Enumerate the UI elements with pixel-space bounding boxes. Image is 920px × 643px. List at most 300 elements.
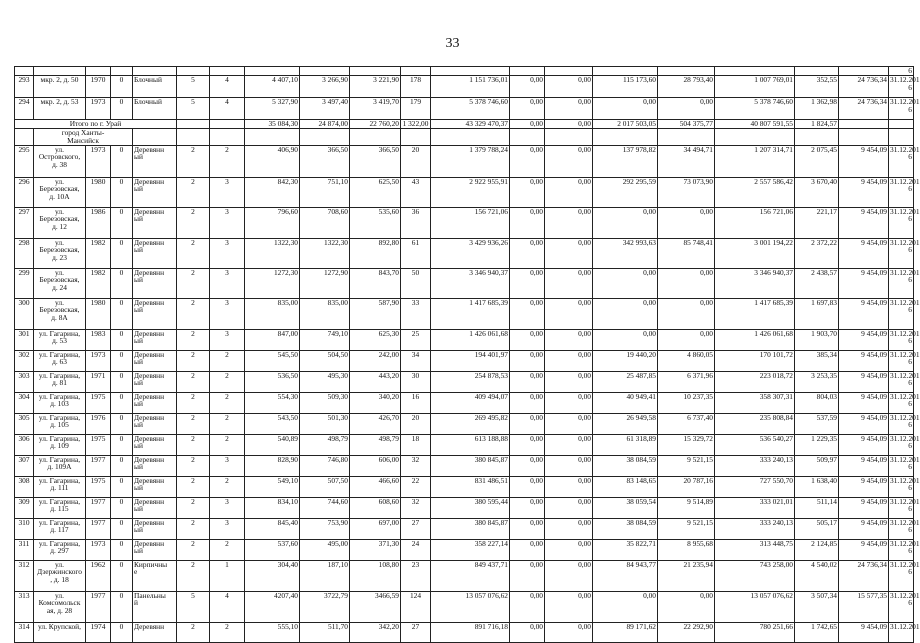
- fund-cost-cell: 0,00: [510, 392, 545, 413]
- owners-cost-cell: 20 787,16: [658, 476, 715, 497]
- wall-material-cell: Деревянн ый: [133, 434, 177, 455]
- total-cost-cell: 1 417 685,39: [431, 298, 510, 329]
- other-cost-cell: 3 346 940,37: [715, 268, 795, 298]
- wear-cell: 0: [111, 476, 133, 497]
- region-cost-cell: 0,00: [545, 120, 593, 129]
- region-cost-cell: 0,00: [545, 591, 593, 622]
- limit-cost-cell: 24 736,34: [839, 98, 889, 120]
- other-cost-cell: 235 808,84: [715, 413, 795, 434]
- year-cell: 1977: [86, 591, 111, 622]
- owners-cost-cell: 6 371,96: [658, 371, 715, 392]
- private-area-cell: 242,00: [350, 350, 401, 371]
- unit-cost-cell: 537,59: [795, 413, 839, 434]
- municipal-cost-cell: 84 943,77: [593, 560, 658, 591]
- municipal-cost-cell: 0,00: [593, 268, 658, 298]
- unit-cost-cell: 1 229,35: [795, 434, 839, 455]
- year-cell: 1976: [86, 413, 111, 434]
- other-cost-cell: 156 721,06: [715, 207, 795, 238]
- entrances-cell: 2: [210, 434, 245, 455]
- address-cell: ул. Гагарина, д. 63: [34, 350, 86, 371]
- row-number-cell: 314: [15, 622, 34, 642]
- year-cell: 1962: [86, 560, 111, 591]
- private-area-cell: 342,20: [350, 622, 401, 642]
- unit-cost-cell: 2 124,85: [795, 539, 839, 560]
- region-cost-cell: 0,00: [545, 329, 593, 350]
- region-cost-cell: 0,00: [545, 622, 593, 642]
- other-cost-cell: 743 258,00: [715, 560, 795, 591]
- entrances-cell: 2: [210, 392, 245, 413]
- row-number-cell: 305: [15, 413, 34, 434]
- address-cell: ул. Березовская, д. 12: [34, 207, 86, 238]
- completion-date-cell: 31.12.201 6: [889, 434, 914, 455]
- total-cost-cell: 3 429 936,26: [431, 238, 510, 268]
- entrances-cell: 3: [210, 518, 245, 539]
- address-cell: ул. Березовская, д. 24: [34, 268, 86, 298]
- residents-cell: 179: [401, 98, 431, 120]
- owners-cost-cell: 22 292,90: [658, 622, 715, 642]
- row-number-cell: 313: [15, 591, 34, 622]
- total-area-cell: 35 084,30: [245, 120, 300, 129]
- municipal-cost-cell: 115 173,60: [593, 76, 658, 98]
- private-area-cell: 108,80: [350, 560, 401, 591]
- register-table: [14, 66, 920, 643]
- total-area-cell: 549,10: [245, 476, 300, 497]
- residents-cell: 124: [401, 591, 431, 622]
- table-row: [15, 518, 914, 539]
- wall-material-cell: Деревянн ый: [133, 455, 177, 476]
- limit-cost-cell: 24 736,34: [839, 560, 889, 591]
- region-cost-cell: 0,00: [545, 413, 593, 434]
- table-row: [15, 560, 914, 591]
- region-cost-cell: 0,00: [545, 238, 593, 268]
- limit-cost-cell: 9 454,09: [839, 177, 889, 207]
- private-area-cell: 697,00: [350, 518, 401, 539]
- year-cell: 1975: [86, 434, 111, 455]
- table-row: [15, 298, 914, 329]
- year-cell: 1982: [86, 238, 111, 268]
- completion-date-cell: 31.12.201 6: [889, 497, 914, 518]
- entrances-cell: 3: [210, 298, 245, 329]
- total-label-cell: Итого по г. Урай: [15, 120, 177, 129]
- total-area-cell: 543,50: [245, 413, 300, 434]
- fund-cost-cell: 0,00: [510, 76, 545, 98]
- address-cell: ул. Гагарина, д. 109: [34, 434, 86, 455]
- other-cost-cell: 170 101,72: [715, 350, 795, 371]
- wear-cell: 0: [111, 329, 133, 350]
- row-number-cell: 297: [15, 207, 34, 238]
- limit-cost-cell: 9 454,09: [839, 329, 889, 350]
- table-row: [15, 497, 914, 518]
- completion-date-cell: 31.12.201 6: [889, 371, 914, 392]
- total-area-cell: 835,00: [245, 298, 300, 329]
- empty-cell: [210, 120, 245, 129]
- total-area-cell: 796,60: [245, 207, 300, 238]
- address-cell: ул. Дзержинского , д. 18: [34, 560, 86, 591]
- floors-cell: 2: [177, 497, 210, 518]
- wear-cell: 0: [111, 177, 133, 207]
- private-area-cell: 466,60: [350, 476, 401, 497]
- wear-cell: 0: [111, 497, 133, 518]
- region-cost-cell: 0,00: [545, 207, 593, 238]
- owners-cost-cell: 34 494,71: [658, 145, 715, 177]
- limit-cost-cell: 9 454,09: [839, 298, 889, 329]
- wear-cell: 0: [111, 371, 133, 392]
- total-cost-cell: 3 346 940,37: [431, 268, 510, 298]
- total-cost-cell: 1 151 736,01: [431, 76, 510, 98]
- year-cell: 1980: [86, 298, 111, 329]
- floors-cell: 2: [177, 518, 210, 539]
- residents-cell: 43: [401, 177, 431, 207]
- private-area-cell: 892,80: [350, 238, 401, 268]
- limit-cost-cell: [839, 120, 889, 129]
- private-area-cell: 625,30: [350, 329, 401, 350]
- address-cell: ул. Березовская, д. 8А: [34, 298, 86, 329]
- wall-material-cell: Кирпичны е: [133, 560, 177, 591]
- owners-cost-cell: 0,00: [658, 591, 715, 622]
- unit-cost-cell: 1 362,98: [795, 98, 839, 120]
- empty-cell: [545, 129, 593, 146]
- wear-cell: 0: [111, 518, 133, 539]
- total-cost-cell: 380 845,87: [431, 455, 510, 476]
- table-row: [15, 238, 914, 268]
- date-fragment: 6: [889, 67, 914, 76]
- table-row: [15, 455, 914, 476]
- total-cost-cell: 831 486,51: [431, 476, 510, 497]
- unit-cost-cell: 3 507,34: [795, 591, 839, 622]
- completion-date-cell: 31.12.201 6: [889, 455, 914, 476]
- wear-cell: 0: [111, 145, 133, 177]
- total-area-cell: 1322,30: [245, 238, 300, 268]
- limit-cost-cell: 9 454,09: [839, 622, 889, 642]
- region-cost-cell: 0,00: [545, 98, 593, 120]
- row-number-cell: 304: [15, 392, 34, 413]
- total-cost-cell: 2 922 955,91: [431, 177, 510, 207]
- row-number-cell: 307: [15, 455, 34, 476]
- residents-cell: 22: [401, 476, 431, 497]
- region-cost-cell: 0,00: [545, 350, 593, 371]
- residents-cell: 34: [401, 350, 431, 371]
- page-number: 33: [445, 36, 460, 51]
- limit-cost-cell: 9 454,09: [839, 539, 889, 560]
- wear-cell: 0: [111, 268, 133, 298]
- residents-cell: 36: [401, 207, 431, 238]
- table-row: [15, 145, 914, 177]
- address-cell: ул. Гагарина, д. 105: [34, 413, 86, 434]
- table-row: [15, 622, 914, 642]
- private-area-cell: 443,20: [350, 371, 401, 392]
- wall-material-cell: Блочный: [133, 76, 177, 98]
- private-area-cell: 426,70: [350, 413, 401, 434]
- region-cost-cell: 0,00: [545, 76, 593, 98]
- unit-cost-cell: 385,34: [795, 350, 839, 371]
- table-row: [15, 476, 914, 497]
- unit-cost-cell: 804,03: [795, 392, 839, 413]
- living-area-cell: 187,10: [300, 560, 350, 591]
- region-cost-cell: 0,00: [545, 518, 593, 539]
- owners-cost-cell: 0,00: [658, 207, 715, 238]
- wear-cell: 0: [111, 622, 133, 642]
- living-area-cell: 495,30: [300, 371, 350, 392]
- municipal-cost-cell: 0,00: [593, 298, 658, 329]
- wall-material-cell: Деревянн ый: [133, 268, 177, 298]
- entrances-cell: 2: [210, 539, 245, 560]
- other-cost-cell: 40 807 591,55: [715, 120, 795, 129]
- completion-date-cell: 31.12.201 6: [889, 98, 914, 120]
- owners-cost-cell: 15 329,72: [658, 434, 715, 455]
- wall-material-cell: Деревянн ый: [133, 350, 177, 371]
- table-row: [15, 413, 914, 434]
- residents-cell: 20: [401, 413, 431, 434]
- fund-cost-cell: 0,00: [510, 350, 545, 371]
- municipal-cost-cell: 342 993,63: [593, 238, 658, 268]
- total-area-cell: 845,40: [245, 518, 300, 539]
- fund-cost-cell: 0,00: [510, 434, 545, 455]
- fund-cost-cell: 0,00: [510, 177, 545, 207]
- total-area-cell: 555,10: [245, 622, 300, 642]
- completion-date-cell: 31.12.201 6: [889, 476, 914, 497]
- entrances-cell: 2: [210, 622, 245, 642]
- total-cost-cell: 613 188,88: [431, 434, 510, 455]
- year-cell: 1982: [86, 268, 111, 298]
- owners-cost-cell: 0,00: [658, 329, 715, 350]
- total-cost-cell: 891 716,18: [431, 622, 510, 642]
- region-cost-cell: 0,00: [545, 268, 593, 298]
- unit-cost-cell: 511,14: [795, 497, 839, 518]
- row-number-cell: 299: [15, 268, 34, 298]
- unit-cost-cell: 2 438,57: [795, 268, 839, 298]
- year-cell: 1974: [86, 622, 111, 642]
- total-cost-cell: 358 227,14: [431, 539, 510, 560]
- address-cell: мкр. 2, д. 50: [34, 76, 86, 98]
- municipal-cost-cell: 38 059,54: [593, 497, 658, 518]
- year-cell: 1975: [86, 392, 111, 413]
- entrances-cell: 1: [210, 560, 245, 591]
- row-number-cell: 295: [15, 145, 34, 177]
- region-cost-cell: 0,00: [545, 177, 593, 207]
- total-cost-cell: 13 057 076,62: [431, 591, 510, 622]
- owners-cost-cell: 10 237,35: [658, 392, 715, 413]
- unit-cost-cell: 1 824,57: [795, 120, 839, 129]
- municipal-cost-cell: 38 084,59: [593, 455, 658, 476]
- residents-cell: 23: [401, 560, 431, 591]
- table-row: [15, 539, 914, 560]
- address-cell: ул. Гагарина, д. 109А: [34, 455, 86, 476]
- address-cell: ул. Гагарина, д. 103: [34, 392, 86, 413]
- limit-cost-cell: 9 454,09: [839, 268, 889, 298]
- entrances-cell: 2: [210, 350, 245, 371]
- other-cost-cell: 5 378 746,60: [715, 98, 795, 120]
- limit-cost-cell: 9 454,09: [839, 238, 889, 268]
- floors-cell: 2: [177, 539, 210, 560]
- empty-cell: [245, 129, 300, 146]
- municipal-cost-cell: 35 822,71: [593, 539, 658, 560]
- table-row: [15, 371, 914, 392]
- completion-date-cell: 31.12.201 6: [889, 539, 914, 560]
- living-area-cell: 509,30: [300, 392, 350, 413]
- empty-cell: [177, 120, 210, 129]
- floors-cell: 2: [177, 413, 210, 434]
- table-row: [15, 177, 914, 207]
- living-area-cell: 504,50: [300, 350, 350, 371]
- address-cell: ул. Березовская, д. 10А: [34, 177, 86, 207]
- table-row: [15, 591, 914, 622]
- living-area-cell: 498,79: [300, 434, 350, 455]
- completion-date-cell: 31.12.201 6: [889, 413, 914, 434]
- address-cell: ул. Крупской,: [34, 622, 86, 642]
- register-table-wrap: [14, 66, 920, 640]
- floors-cell: 2: [177, 392, 210, 413]
- table-row: [15, 76, 914, 98]
- wall-material-cell: Деревянн ый: [133, 539, 177, 560]
- wall-material-cell: Деревянн ый: [133, 518, 177, 539]
- wall-material-cell: Деревянн ый: [133, 298, 177, 329]
- unit-cost-cell: 1 742,65: [795, 622, 839, 642]
- empty-cell: [350, 129, 401, 146]
- wall-material-cell: Деревянн ый: [133, 497, 177, 518]
- municipal-cost-cell: 0,00: [593, 591, 658, 622]
- other-cost-cell: 333 021,01: [715, 497, 795, 518]
- living-area-cell: 744,60: [300, 497, 350, 518]
- owners-cost-cell: 0,00: [658, 298, 715, 329]
- row-number-cell: 309: [15, 497, 34, 518]
- floors-cell: 2: [177, 622, 210, 642]
- fund-cost-cell: 0,00: [510, 329, 545, 350]
- other-cost-cell: 333 240,13: [715, 518, 795, 539]
- floors-cell: 2: [177, 434, 210, 455]
- living-area-cell: 495,00: [300, 539, 350, 560]
- other-cost-cell: 780 251,66: [715, 622, 795, 642]
- completion-date-cell: 31.12.201 6: [889, 392, 914, 413]
- floors-cell: 2: [177, 560, 210, 591]
- municipal-cost-cell: 61 318,89: [593, 434, 658, 455]
- limit-cost-cell: 9 454,09: [839, 392, 889, 413]
- fund-cost-cell: 0,00: [510, 560, 545, 591]
- municipal-cost-cell: 0,00: [593, 329, 658, 350]
- limit-cost-cell: 9 454,09: [839, 413, 889, 434]
- unit-cost-cell: 1 903,70: [795, 329, 839, 350]
- residents-cell: 24: [401, 539, 431, 560]
- entrances-cell: 3: [210, 455, 245, 476]
- completion-date-cell: 31.12.201 6: [889, 76, 914, 98]
- row-number-cell: 302: [15, 350, 34, 371]
- entrances-cell: 3: [210, 329, 245, 350]
- fund-cost-cell: 0,00: [510, 298, 545, 329]
- limit-cost-cell: 9 454,09: [839, 145, 889, 177]
- unit-cost-cell: 505,17: [795, 518, 839, 539]
- limit-cost-cell: 9 454,09: [839, 476, 889, 497]
- private-area-cell: 340,20: [350, 392, 401, 413]
- wear-cell: 0: [111, 76, 133, 98]
- total-area-cell: 540,89: [245, 434, 300, 455]
- empty-cell: [593, 129, 658, 146]
- address-cell: ул. Гагарина, д. 115: [34, 497, 86, 518]
- owners-cost-cell: 73 073,90: [658, 177, 715, 207]
- limit-cost-cell: 9 454,09: [839, 207, 889, 238]
- address-cell: ул. Гагарина, д. 81: [34, 371, 86, 392]
- fund-cost-cell: 0,00: [510, 591, 545, 622]
- residents-cell: 18: [401, 434, 431, 455]
- unit-cost-cell: 2 372,22: [795, 238, 839, 268]
- floors-cell: 2: [177, 268, 210, 298]
- wear-cell: 0: [111, 350, 133, 371]
- region-cost-cell: 0,00: [545, 371, 593, 392]
- fund-cost-cell: 0,00: [510, 371, 545, 392]
- completion-date-cell: 31.12.201 6: [889, 560, 914, 591]
- wear-cell: 0: [111, 560, 133, 591]
- living-area-cell: 366,50: [300, 145, 350, 177]
- empty-cell: [658, 129, 715, 146]
- address-cell: ул. Островского, д. 38: [34, 145, 86, 177]
- year-cell: 1971: [86, 371, 111, 392]
- residents-cell: 27: [401, 622, 431, 642]
- private-area-cell: 22 760,20: [350, 120, 401, 129]
- residents-cell: 27: [401, 518, 431, 539]
- limit-cost-cell: 9 454,09: [839, 455, 889, 476]
- empty-cell: [839, 129, 889, 146]
- floors-cell: 2: [177, 145, 210, 177]
- city-heading-cell: город Ханты- Мансийск: [34, 129, 133, 146]
- total-area-cell: 554,30: [245, 392, 300, 413]
- floors-cell: 2: [177, 298, 210, 329]
- other-cost-cell: 1 426 061,68: [715, 329, 795, 350]
- empty-cell: [300, 129, 350, 146]
- unit-cost-cell: 352,55: [795, 76, 839, 98]
- total-cost-cell: 269 495,82: [431, 413, 510, 434]
- fund-cost-cell: 0,00: [510, 207, 545, 238]
- total-area-cell: 536,50: [245, 371, 300, 392]
- total-cost-cell: 5 378 746,60: [431, 98, 510, 120]
- living-area-cell: 3 266,90: [300, 76, 350, 98]
- municipal-cost-cell: 40 949,41: [593, 392, 658, 413]
- wear-cell: 0: [111, 392, 133, 413]
- owners-cost-cell: 85 748,41: [658, 238, 715, 268]
- wall-material-cell: Деревянн: [133, 622, 177, 642]
- total-area-cell: 304,40: [245, 560, 300, 591]
- register-body: [15, 66, 920, 643]
- row-number-cell: 310: [15, 518, 34, 539]
- region-cost-cell: 0,00: [545, 560, 593, 591]
- residents-cell: 61: [401, 238, 431, 268]
- unit-cost-cell: 4 540,02: [795, 560, 839, 591]
- total-cost-cell: 849 437,71: [431, 560, 510, 591]
- other-cost-cell: 1 417 685,39: [715, 298, 795, 329]
- living-area-cell: 1322,30: [300, 238, 350, 268]
- empty-cell: [715, 129, 795, 146]
- wear-cell: 0: [111, 434, 133, 455]
- wear-cell: 0: [111, 539, 133, 560]
- total-area-cell: 1272,30: [245, 268, 300, 298]
- address-cell: ул. Березовская, д. 23: [34, 238, 86, 268]
- wall-material-cell: Деревянн ый: [133, 238, 177, 268]
- empty-cell: [133, 129, 177, 146]
- completion-date-cell: 31.12.201 6: [889, 177, 914, 207]
- wall-material-cell: Деревянн ый: [133, 207, 177, 238]
- row-number-cell: 303: [15, 371, 34, 392]
- residents-cell: 178: [401, 76, 431, 98]
- row-number-cell: 311: [15, 539, 34, 560]
- owners-cost-cell: 6 737,40: [658, 413, 715, 434]
- fund-cost-cell: 0,00: [510, 238, 545, 268]
- year-cell: 1977: [86, 455, 111, 476]
- address-cell: ул. Гагарина, д. 297: [34, 539, 86, 560]
- living-area-cell: 835,00: [300, 298, 350, 329]
- residents-cell: 30: [401, 371, 431, 392]
- unit-cost-cell: 1 697,83: [795, 298, 839, 329]
- entrances-cell: 2: [210, 371, 245, 392]
- region-cost-cell: 0,00: [545, 434, 593, 455]
- total-area-cell: 842,30: [245, 177, 300, 207]
- municipal-cost-cell: 0,00: [593, 98, 658, 120]
